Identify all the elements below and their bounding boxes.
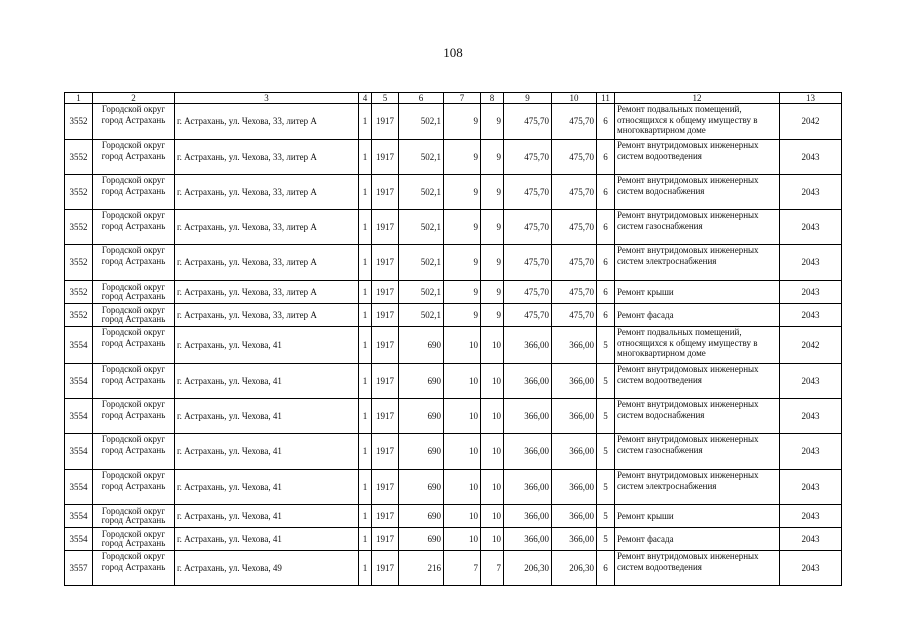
work-type-cell: Ремонт внутридомовых инженерных систем водоотведения [615, 364, 780, 399]
col10-cell: 475,70 [552, 140, 597, 175]
col11-cell: 5 [597, 327, 615, 364]
period-cell: 2043 [780, 175, 842, 210]
col8-cell: 9 [481, 304, 504, 327]
page-number: 108 [443, 45, 463, 60]
address-cell: г. Астрахань, ул. Чехова, 49 [175, 551, 359, 586]
house-id-cell: 3557 [65, 551, 93, 586]
address-cell: г. Астрахань, ул. Чехова, 41 [175, 327, 359, 364]
period-cell: 2043 [780, 505, 842, 528]
col9-cell: 366,00 [504, 470, 552, 505]
house-id-cell: 3552 [65, 281, 93, 304]
year-cell: 1917 [372, 245, 399, 281]
house-id-cell: 3552 [65, 304, 93, 327]
work-type-cell: Ремонт крыши [615, 505, 780, 528]
column-header: 4 [359, 93, 372, 104]
col7-cell: 9 [444, 140, 481, 175]
work-type-cell: Ремонт фасада [615, 304, 780, 327]
col4-cell: 1 [359, 175, 372, 210]
col11-cell: 6 [597, 140, 615, 175]
address-cell: г. Астрахань, ул. Чехова, 41 [175, 399, 359, 434]
col11-cell: 5 [597, 399, 615, 434]
municipality-cell: Городской округ город Астрахань [93, 399, 175, 434]
year-cell: 1917 [372, 399, 399, 434]
period-cell: 2043 [780, 304, 842, 327]
work-type-cell: Ремонт внутридомовых инженерных систем водоснабжения [615, 175, 780, 210]
col4-cell: 1 [359, 470, 372, 505]
col10-cell: 366,00 [552, 364, 597, 399]
col9-cell: 206,30 [504, 551, 552, 586]
year-cell: 1917 [372, 175, 399, 210]
col10-cell: 475,70 [552, 104, 597, 140]
area-cell: 502,1 [399, 175, 444, 210]
work-type-cell: Ремонт фасада [615, 528, 780, 551]
area-cell: 690 [399, 399, 444, 434]
municipality-cell: Городской округ город Астрахань [93, 175, 175, 210]
year-cell: 1917 [372, 470, 399, 505]
col7-cell: 9 [444, 210, 481, 245]
col10-cell: 366,00 [552, 470, 597, 505]
col8-cell: 9 [481, 245, 504, 281]
column-header: 7 [444, 93, 481, 104]
column-header: 12 [615, 93, 780, 104]
table-row [65, 364, 842, 399]
area-cell: 502,1 [399, 245, 444, 281]
work-type-cell: Ремонт внутридомовых инженерных систем электроснабжения [615, 470, 780, 505]
period-cell: 2043 [780, 364, 842, 399]
table-row [65, 175, 842, 210]
col11-cell: 6 [597, 304, 615, 327]
col7-cell: 10 [444, 364, 481, 399]
col10-cell: 206,30 [552, 551, 597, 586]
area-cell: 690 [399, 470, 444, 505]
period-cell: 2043 [780, 140, 842, 175]
address-cell: г. Астрахань, ул. Чехова, 33, литер А [175, 210, 359, 245]
year-cell: 1917 [372, 434, 399, 470]
address-cell: г. Астрахань, ул. Чехова, 33, литер А [175, 281, 359, 304]
table-header-row [65, 93, 842, 104]
col11-cell: 6 [597, 281, 615, 304]
col11-cell: 6 [597, 175, 615, 210]
municipality-cell: Городской округ город Астрахань [93, 140, 175, 175]
column-header: 9 [504, 93, 552, 104]
col7-cell: 9 [444, 281, 481, 304]
col8-cell: 9 [481, 140, 504, 175]
table-row [65, 470, 842, 505]
column-header: 5 [372, 93, 399, 104]
period-cell: 2042 [780, 104, 842, 140]
col4-cell: 1 [359, 434, 372, 470]
col11-cell: 5 [597, 470, 615, 505]
col4-cell: 1 [359, 245, 372, 281]
year-cell: 1917 [372, 104, 399, 140]
col8-cell: 10 [481, 528, 504, 551]
address-cell: г. Астрахань, ул. Чехова, 33, литер А [175, 104, 359, 140]
municipality-cell: Городской округ город Астрахань [93, 364, 175, 399]
col8-cell: 10 [481, 399, 504, 434]
col9-cell: 475,70 [504, 104, 552, 140]
col4-cell: 1 [359, 364, 372, 399]
col7-cell: 10 [444, 528, 481, 551]
house-id-cell: 3554 [65, 528, 93, 551]
col9-cell: 366,00 [504, 528, 552, 551]
col8-cell: 10 [481, 470, 504, 505]
house-id-cell: 3554 [65, 434, 93, 470]
year-cell: 1917 [372, 210, 399, 245]
period-cell: 2043 [780, 551, 842, 586]
col10-cell: 475,70 [552, 281, 597, 304]
year-cell: 1917 [372, 364, 399, 399]
area-cell: 502,1 [399, 140, 444, 175]
col4-cell: 1 [359, 505, 372, 528]
work-type-cell: Ремонт внутридомовых инженерных систем водоотведения [615, 551, 780, 586]
work-type-cell: Ремонт внутридомовых инженерных систем газоснабжения [615, 210, 780, 245]
col11-cell: 5 [597, 528, 615, 551]
area-cell: 690 [399, 327, 444, 364]
col10-cell: 366,00 [552, 327, 597, 364]
col7-cell: 9 [444, 104, 481, 140]
work-type-cell: Ремонт подвальных помещений, относящихся к общему имуществу в многоквартирном доме [615, 104, 780, 140]
address-cell: г. Астрахань, ул. Чехова, 41 [175, 470, 359, 505]
house-id-cell: 3552 [65, 210, 93, 245]
work-type-cell: Ремонт крыши [615, 281, 780, 304]
col8-cell: 9 [481, 281, 504, 304]
col10-cell: 475,70 [552, 304, 597, 327]
address-cell: г. Астрахань, ул. Чехова, 33, литер А [175, 140, 359, 175]
table-row [65, 245, 842, 281]
col10-cell: 366,00 [552, 434, 597, 470]
period-cell: 2043 [780, 470, 842, 505]
col8-cell: 9 [481, 210, 504, 245]
year-cell: 1917 [372, 140, 399, 175]
table-row [65, 528, 842, 551]
municipality-cell: Городской округ город Астрахань [93, 245, 175, 281]
municipality-cell: Городской округ город Астрахань [93, 104, 175, 140]
column-header: 2 [93, 93, 175, 104]
table-row [65, 551, 842, 586]
col11-cell: 5 [597, 364, 615, 399]
col9-cell: 475,70 [504, 304, 552, 327]
col11-cell: 6 [597, 104, 615, 140]
column-header: 11 [597, 93, 615, 104]
period-cell: 2043 [780, 528, 842, 551]
table-row [65, 327, 842, 364]
year-cell: 1917 [372, 281, 399, 304]
col7-cell: 10 [444, 327, 481, 364]
municipality-cell: Городской округ город Астрахань [93, 327, 175, 364]
col10-cell: 366,00 [552, 399, 597, 434]
municipality-cell: Городской округ город Астрахань [93, 551, 175, 586]
col8-cell: 10 [481, 327, 504, 364]
col9-cell: 366,00 [504, 399, 552, 434]
col4-cell: 1 [359, 528, 372, 551]
col9-cell: 366,00 [504, 327, 552, 364]
col10-cell: 475,70 [552, 245, 597, 281]
municipality-cell: Городской округ город Астрахань [93, 470, 175, 505]
col4-cell: 1 [359, 281, 372, 304]
col7-cell: 9 [444, 304, 481, 327]
table-row [65, 434, 842, 470]
col7-cell: 10 [444, 505, 481, 528]
col11-cell: 5 [597, 434, 615, 470]
col8-cell: 10 [481, 434, 504, 470]
house-id-cell: 3552 [65, 140, 93, 175]
area-cell: 502,1 [399, 281, 444, 304]
col11-cell: 5 [597, 505, 615, 528]
col8-cell: 10 [481, 364, 504, 399]
table-row [65, 304, 842, 327]
address-cell: г. Астрахань, ул. Чехова, 41 [175, 364, 359, 399]
col7-cell: 9 [444, 245, 481, 281]
col9-cell: 475,70 [504, 281, 552, 304]
municipality-cell: Городской округ город Астрахань [93, 210, 175, 245]
house-id-cell: 3552 [65, 245, 93, 281]
col9-cell: 366,00 [504, 364, 552, 399]
col9-cell: 475,70 [504, 210, 552, 245]
year-cell: 1917 [372, 528, 399, 551]
col9-cell: 366,00 [504, 434, 552, 470]
table-row [65, 399, 842, 434]
area-cell: 216 [399, 551, 444, 586]
column-header: 6 [399, 93, 444, 104]
municipality-cell: Городской округ город Астрахань [93, 505, 175, 528]
col7-cell: 9 [444, 175, 481, 210]
address-cell: г. Астрахань, ул. Чехова, 41 [175, 434, 359, 470]
area-cell: 690 [399, 364, 444, 399]
col4-cell: 1 [359, 551, 372, 586]
col4-cell: 1 [359, 304, 372, 327]
col11-cell: 6 [597, 245, 615, 281]
col10-cell: 475,70 [552, 210, 597, 245]
work-type-cell: Ремонт внутридомовых инженерных систем электроснабжения [615, 245, 780, 281]
municipality-cell: Городской округ город Астрахань [93, 304, 175, 327]
area-cell: 690 [399, 434, 444, 470]
col8-cell: 9 [481, 175, 504, 210]
period-cell: 2042 [780, 327, 842, 364]
col9-cell: 475,70 [504, 140, 552, 175]
col4-cell: 1 [359, 210, 372, 245]
col7-cell: 10 [444, 470, 481, 505]
table-row [65, 281, 842, 304]
col4-cell: 1 [359, 104, 372, 140]
address-cell: г. Астрахань, ул. Чехова, 33, литер А [175, 175, 359, 210]
year-cell: 1917 [372, 304, 399, 327]
address-cell: г. Астрахань, ул. Чехова, 41 [175, 505, 359, 528]
col8-cell: 9 [481, 104, 504, 140]
period-cell: 2043 [780, 434, 842, 470]
table-row [65, 210, 842, 245]
year-cell: 1917 [372, 551, 399, 586]
col9-cell: 475,70 [504, 245, 552, 281]
work-type-cell: Ремонт внутридомовых инженерных систем водоотведения [615, 140, 780, 175]
house-id-cell: 3552 [65, 175, 93, 210]
col11-cell: 6 [597, 210, 615, 245]
column-header: 1 [65, 93, 93, 104]
col9-cell: 366,00 [504, 505, 552, 528]
area-cell: 502,1 [399, 210, 444, 245]
house-id-cell: 3554 [65, 470, 93, 505]
year-cell: 1917 [372, 327, 399, 364]
col7-cell: 7 [444, 551, 481, 586]
col4-cell: 1 [359, 399, 372, 434]
year-cell: 1917 [372, 505, 399, 528]
house-id-cell: 3554 [65, 364, 93, 399]
municipality-cell: Городской округ город Астрахань [93, 434, 175, 470]
house-id-cell: 3554 [65, 327, 93, 364]
period-cell: 2043 [780, 281, 842, 304]
col10-cell: 366,00 [552, 528, 597, 551]
address-cell: г. Астрахань, ул. Чехова, 33, литер А [175, 245, 359, 281]
period-cell: 2043 [780, 245, 842, 281]
table-row [65, 140, 842, 175]
area-cell: 690 [399, 528, 444, 551]
column-header: 13 [780, 93, 842, 104]
address-cell: г. Астрахань, ул. Чехова, 33, литер А [175, 304, 359, 327]
house-id-cell: 3554 [65, 399, 93, 434]
col7-cell: 10 [444, 434, 481, 470]
house-id-cell: 3552 [65, 104, 93, 140]
col10-cell: 475,70 [552, 175, 597, 210]
work-type-cell: Ремонт внутридомовых инженерных систем газоснабжения [615, 434, 780, 470]
col8-cell: 7 [481, 551, 504, 586]
col7-cell: 10 [444, 399, 481, 434]
col11-cell: 6 [597, 551, 615, 586]
house-id-cell: 3554 [65, 505, 93, 528]
column-header: 10 [552, 93, 597, 104]
work-type-cell: Ремонт подвальных помещений, относящихся к общему имуществу в многоквартирном доме [615, 327, 780, 364]
period-cell: 2043 [780, 210, 842, 245]
area-cell: 502,1 [399, 104, 444, 140]
col4-cell: 1 [359, 140, 372, 175]
municipality-cell: Городской округ город Астрахань [93, 281, 175, 304]
area-cell: 690 [399, 505, 444, 528]
table-row [65, 505, 842, 528]
work-type-cell: Ремонт внутридомовых инженерных систем водоснабжения [615, 399, 780, 434]
column-header: 3 [175, 93, 359, 104]
col9-cell: 475,70 [504, 175, 552, 210]
area-cell: 502,1 [399, 304, 444, 327]
col10-cell: 366,00 [552, 505, 597, 528]
table-row [65, 104, 842, 140]
col4-cell: 1 [359, 327, 372, 364]
col8-cell: 10 [481, 505, 504, 528]
municipality-cell: Городской округ город Астрахань [93, 528, 175, 551]
capital-repair-table [64, 92, 842, 586]
column-header: 8 [481, 93, 504, 104]
address-cell: г. Астрахань, ул. Чехова, 41 [175, 528, 359, 551]
period-cell: 2043 [780, 399, 842, 434]
